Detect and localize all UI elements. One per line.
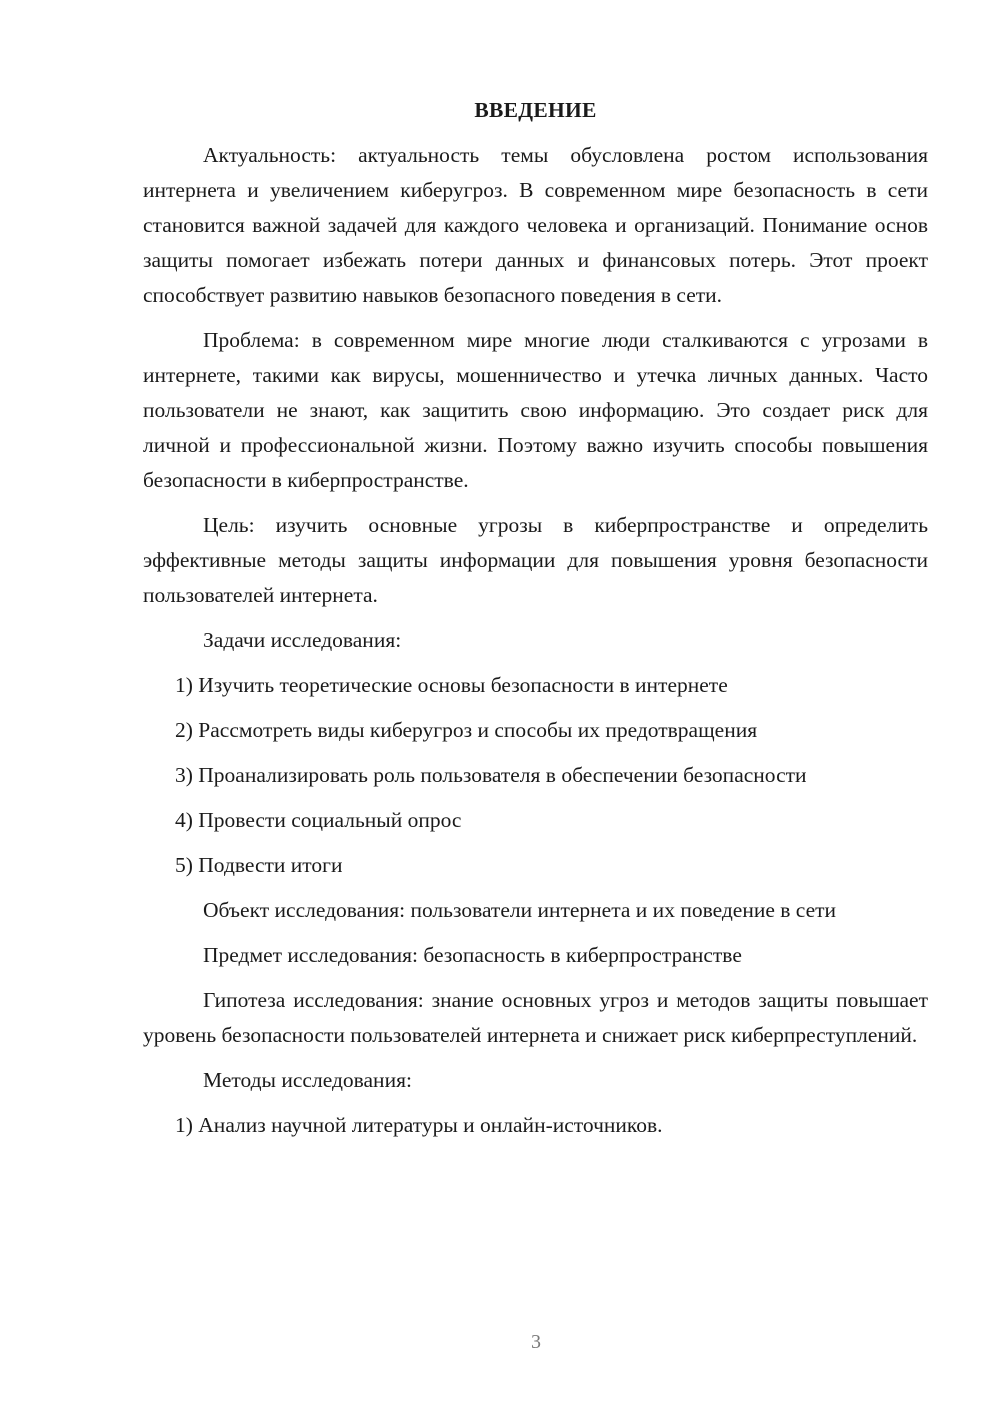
problem-paragraph: Проблема: в современном мире многие люди сталкиваются с угрозами в интернете, такими как вирусы, мошенничество и утечка личных данных. Часто пользователи не знают, как защитить свою информацию. Это создает риск для личной и профессиональной жизни. Поэтому важно изучить способы повышения безопасности в киберпространстве. xyxy=(143,328,928,492)
document-page xyxy=(143,93,928,1153)
tasks-heading: Задачи исследования: xyxy=(203,628,402,652)
task-item: 2) Рассмотреть виды киберугроз и способы их предотвращения xyxy=(175,718,758,742)
relevance-paragraph: Актуальность: актуальность темы обусловлена ростом использования интернета и увеличением киберугроз. В современном мире безопасность в сети становится важной задачей для каждого человека и организаций. Понимание основ защиты помогает избежать потери данных и финансовых потерь. Этот проект способствует развитию навыков безопасного поведения в сети. xyxy=(143,143,928,307)
task-item: 3) Проанализировать роль пользователя в обеспечении безопасности xyxy=(175,763,807,787)
task-item: 1) Изучить теоретические основы безопасности в интернете xyxy=(175,673,728,697)
page-number: 3 xyxy=(531,1331,541,1353)
object-paragraph: Объект исследования: пользователи интернета и их поведение в сети xyxy=(203,898,837,922)
task-item: 4) Провести социальный опрос xyxy=(175,808,462,832)
hypothesis-paragraph: Гипотеза исследования: знание основных угроз и методов защиты повышает уровень безопасности пользователей интернета и снижает риск киберпреступлений. xyxy=(143,988,928,1047)
subject-paragraph: Предмет исследования: безопасность в киберпространстве xyxy=(203,943,742,967)
task-item: 5) Подвести итоги xyxy=(175,853,343,877)
section-title: ВВЕДЕНИЕ xyxy=(474,98,597,122)
methods-heading: Методы исследования: xyxy=(203,1068,412,1092)
goal-paragraph: Цель: изучить основные угрозы в киберпространстве и определить эффективные методы защиты информации для повышения уровня безопасности пользователей интернета. xyxy=(143,513,928,607)
method-item: 1) Анализ научной литературы и онлайн-источников. xyxy=(175,1113,663,1137)
